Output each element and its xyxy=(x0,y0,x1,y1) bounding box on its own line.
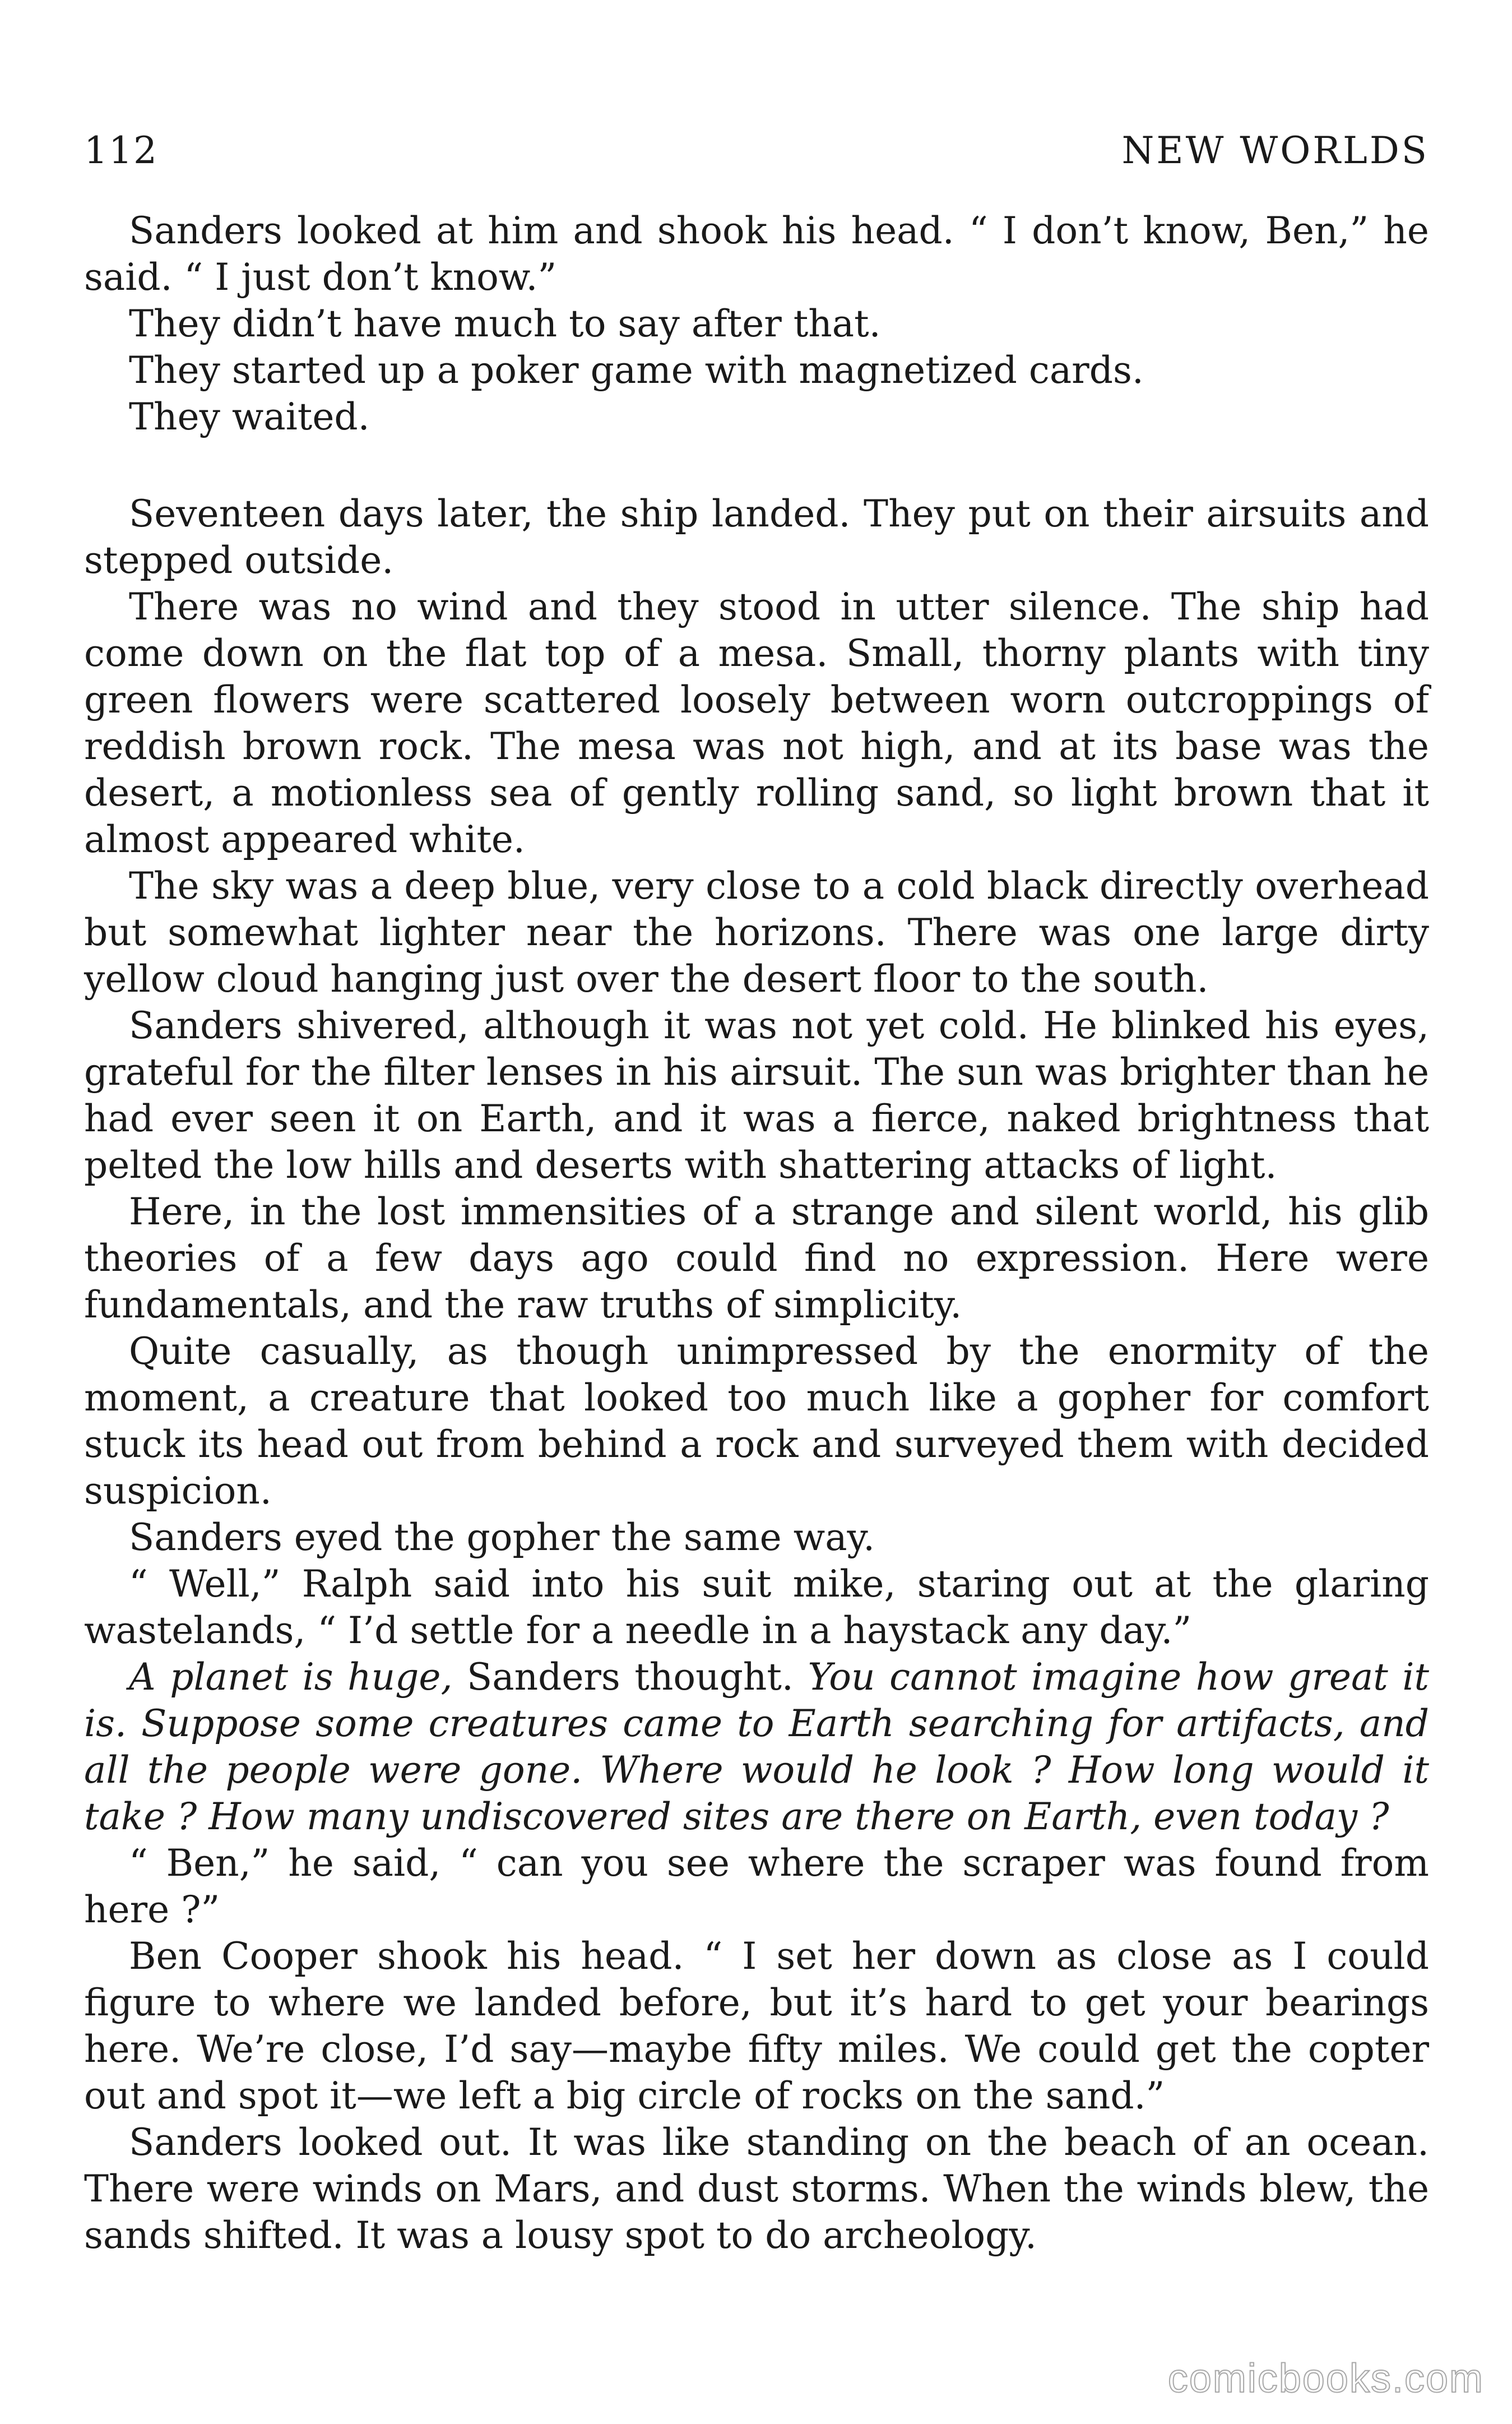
paragraph xyxy=(84,1514,1429,1561)
paragraph xyxy=(84,1561,1429,1654)
text-run: “ Ben,” he said, “ can you see where the scraper was found from here ?” xyxy=(84,1842,1429,1931)
text-run: Ben Cooper shook his head. “ I set her down as close as I could figure to where we landed before, but it’s hard to get your bearings here. We’re close, I’d say—maybe fifty miles. We could get the copter out and spot it—we left a big circle of rocks on the sand.” xyxy=(84,1935,1429,2117)
running-head: NEW WORLDS xyxy=(1121,129,1429,172)
page-header xyxy=(84,129,1429,191)
paragraph xyxy=(84,207,1429,300)
italic-text: A planet is huge, xyxy=(129,1655,453,1699)
book-page xyxy=(84,129,1429,2315)
text-run: Sanders looked at him and shook his head. “ I don’t know, Ben,” he said. “ I just don’t know.” xyxy=(84,209,1429,299)
italic-text: You cannot imagine how great it is. Suppose some creatures came to Earth searching for artifacts, and all the people were gone. Where would he look ? How long would it take ? How many undiscovered sites are there on Earth, even today ? xyxy=(84,1655,1430,1838)
paragraph xyxy=(84,1002,1429,1188)
paragraph xyxy=(84,1654,1429,1840)
paragraph xyxy=(84,1933,1429,2119)
text-run: Sanders thought. xyxy=(452,1655,808,1699)
paragraph xyxy=(84,347,1429,394)
page-number: 112 xyxy=(84,129,158,172)
text-run: Sanders shivered, although it was not yet cold. He blinked his eyes, grateful for the filter lenses in his airsuit. The sun was brighter than he had ever seen it on Earth, and it was a fierce, naked brightness that pelted the low hills and deserts with shattering attacks of light. xyxy=(84,1004,1429,1187)
paragraph xyxy=(84,1328,1429,1514)
watermark-logo: comicbooks.com xyxy=(1167,2356,1484,2401)
text-run: They didn’t have much to say after that. xyxy=(129,302,881,345)
paragraph xyxy=(84,491,1429,584)
text-run: Here, in the lost immensities of a strange and silent world, his glib theories of a few days ago could find no expression. Here were fundamentals, and the raw truths of simplicity. xyxy=(84,1190,1429,1326)
paragraph xyxy=(84,584,1429,863)
paragraph xyxy=(84,1188,1429,1328)
text-run: The sky was a deep blue, very close to a cold black directly overhead but somewhat lighter near the horizons. There was one large dirty yellow cloud hanging just over the desert floor to the south. xyxy=(84,864,1429,1001)
text-run: Quite casually, as though unimpressed by the enormity of the moment, a creature that looked too much like a gopher for comfort stuck its head out from behind a rock and surveyed them with decided suspicion. xyxy=(84,1330,1429,1512)
paragraph xyxy=(84,863,1429,1002)
paragraph xyxy=(84,394,1429,440)
text-run: “ Well,” Ralph said into his suit mike, staring out at the glaring wastelands, “ I’d settle for a needle in a haystack any day.” xyxy=(84,1562,1429,1652)
text-run: They started up a poker game with magnetized cards. xyxy=(129,349,1144,392)
paragraph xyxy=(84,300,1429,347)
text-run: There was no wind and they stood in utter silence. The ship had come down on the flat top of a mesa. Small, thorny plants with tiny green flowers were scattered loosely between worn outcroppings of reddish brown rock. The mesa was not high, and at its base was the desert, a motionless sea of gently rolling sand, so light brown that it almost appeared white. xyxy=(84,585,1429,861)
text-run: Sanders looked out. It was like standing on the beach of an ocean. There were winds on Mars, and dust storms. When the winds blew, the sands shifted. It was a lousy spot to do archeology. xyxy=(84,2121,1429,2257)
paragraph xyxy=(84,1840,1429,1933)
text-run: They waited. xyxy=(129,395,370,438)
text-run: Seventeen days later, the ship landed. They put on their airsuits and stepped outside. xyxy=(84,492,1429,582)
paragraph xyxy=(84,2119,1429,2259)
text-run: Sanders eyed the gopher the same way. xyxy=(129,1516,875,1559)
body-text xyxy=(84,207,1429,2259)
